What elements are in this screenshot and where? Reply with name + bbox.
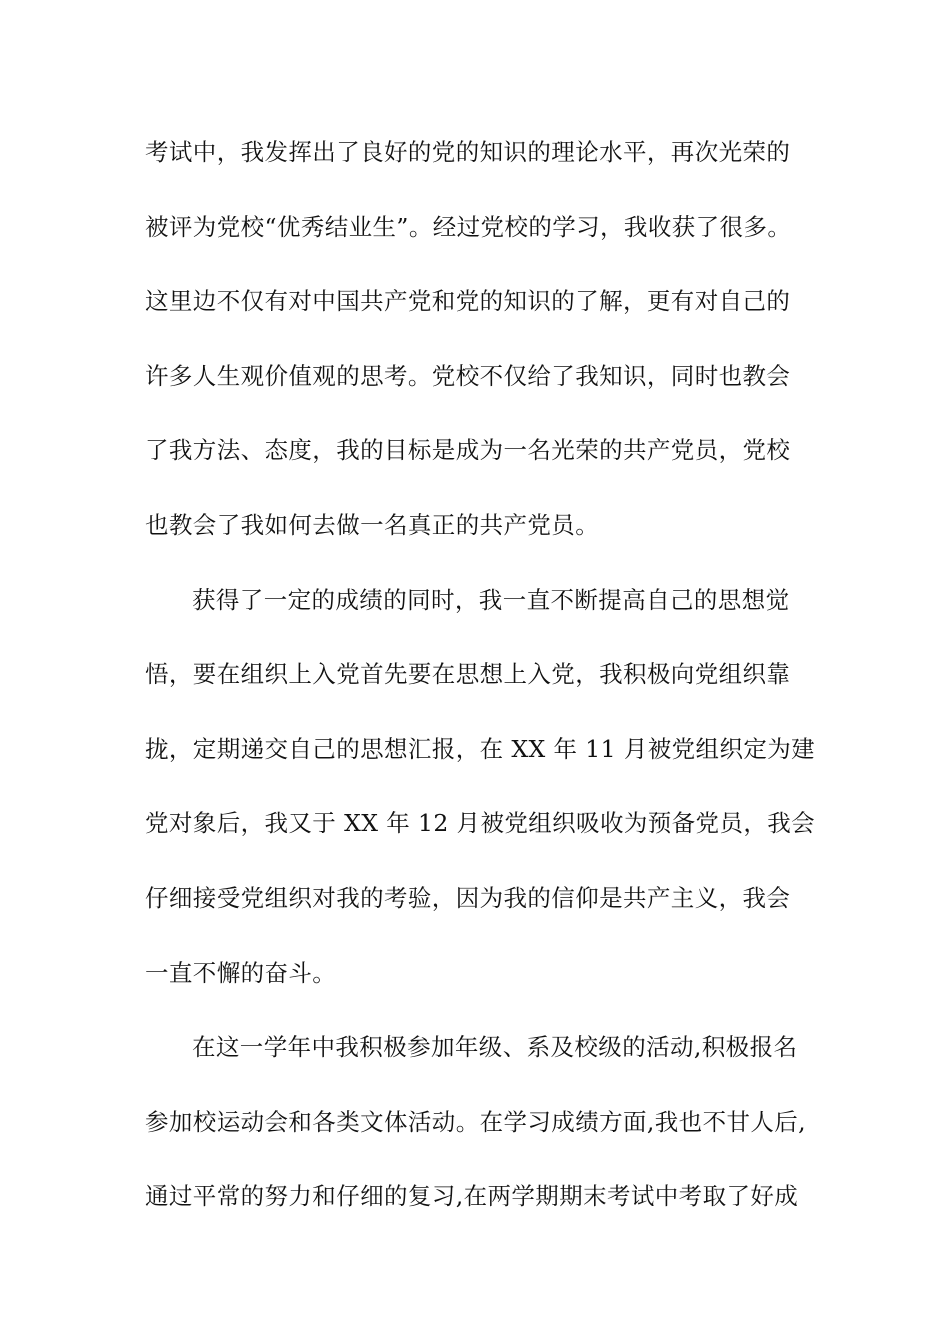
text-line: 也教会了我如何去做一名真正的共产党员。 [145,510,600,539]
body-text [145,134,825,1253]
text-line: 这里边不仅有对中国共产党和党的知识的了解，更有对自己的 [145,287,791,316]
text-line: 悟，要在组织上入党首先要在思想上入党，我积极向党组织靠 [145,660,791,689]
paragraph-start-line: 在这一学年中我积极参加年级、系及校级的活动,积极报名 [192,1033,798,1062]
text-line: 参加校运动会和各类文体活动。在学习成绩方面,我也不甘人后, [145,1107,807,1136]
paragraph-start-line: 获得了一定的成绩的同时，我一直不断提高自己的思想觉 [192,585,790,614]
text-line: 通过平常的努力和仔细的复习,在两学期期末考试中考取了好成 [145,1182,799,1211]
text-line: 仔细接受党组织对我的考验，因为我的信仰是共产主义，我会 [145,883,791,912]
text-line: 了我方法、态度，我的目标是成为一名光荣的共产党员，党校 [145,436,791,465]
text-line: 许多人生观价值观的思考。党校不仅给了我知识，同时也教会 [145,361,791,390]
text-line: 一直不懈的奋斗。 [145,958,337,987]
text-line: 党对象后，我又于 XX 年 12 月被党组织吸收为预备党员，我会 [145,809,816,838]
text-line: 拢，定期递交自己的思想汇报，在 XX 年 11 月被党组织定为建 [145,734,816,763]
text-line: 被评为党校“优秀结业生”。经过党校的学习，我收获了很多。 [145,212,792,241]
text-line: 考试中，我发挥出了良好的党的知识的理论水平，再次光荣的 [145,138,791,166]
